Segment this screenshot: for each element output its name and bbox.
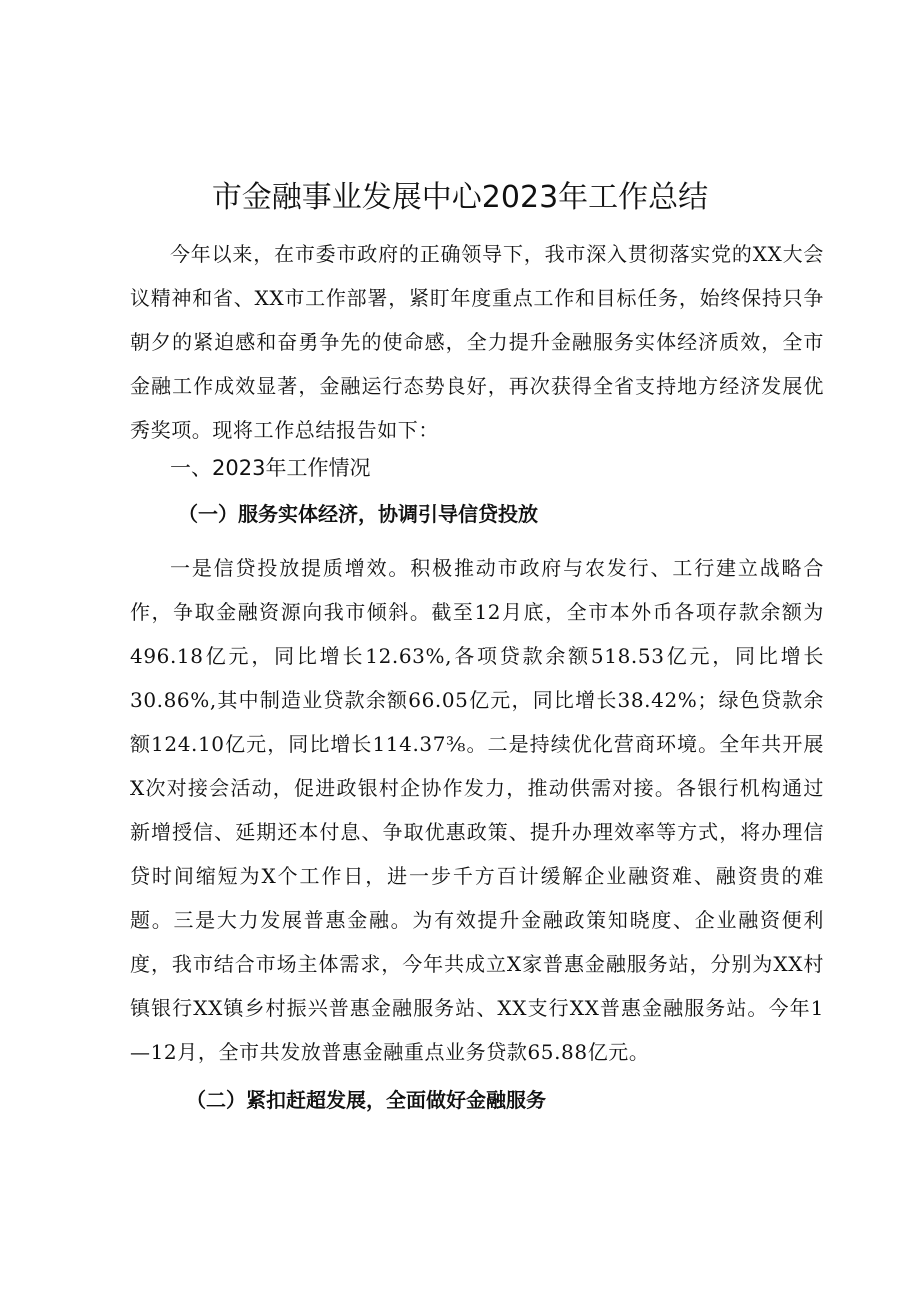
subsection-heading-financial-services: （二）紧扣赶超发展，全面做好金融服务 xyxy=(186,1088,546,1112)
credit-paragraph: 一是信贷投放提质增效。积极推动市政府与农发行、工行建立战略合作，争取金融资源向我市倾斜。截至12月底，全市本外币各项存款余额为496.18亿元，同比增长12.63%,各项贷款余额518.53亿元，同比增长30.86%,其中制造业贷款余额66.05亿元，同比增长38.42%；绿色贷款余额124.10亿元，同比增长114.37⅜。二是持续优化营商环境。全年共开展X次对接会活动，促进政银村企协作发力，推动供需对接。各银行机构通过新增授信、延期还本付息、争取优惠政策、提升办理效率等方式，将办理信贷时间缩短为X个工作日，进一步千方百计缓解企业融资难、融资贵的难题。三是大力发展普惠金融。为有效提升金融政策知晓度、企业融资便利度，我市结合市场主体需求，今年共成立X家普惠金融服务站，分别为XX村镇银行XX镇乡村振兴普惠金融服务站、XX支行XX普惠金融服务站。今年1—12月，全市共发放普惠金融重点业务贷款65.88亿元。 xyxy=(130,556,825,1064)
document-title: 市金融事业发展中心2023年工作总结 xyxy=(211,180,709,215)
subsection-heading-credit: （一）服务实体经济，协调引导信贷投放 xyxy=(178,502,538,526)
section-heading-work-status: 一、2023年工作情况 xyxy=(170,456,371,480)
intro-paragraph: 今年以来，在市委市政府的正确领导下，我市深入贯彻落实党的XX大会议精神和省、XX市工作部署，紧盯年度重点工作和目标任务，始终保持只争朝夕的紧迫感和奋勇争先的使命感，全力提升金融服务实体经济质效，全市金融工作成效显著，金融运行态势良好，再次获得全省支持地方经济发展优秀奖项。现将工作总结报告如下： xyxy=(130,242,824,442)
